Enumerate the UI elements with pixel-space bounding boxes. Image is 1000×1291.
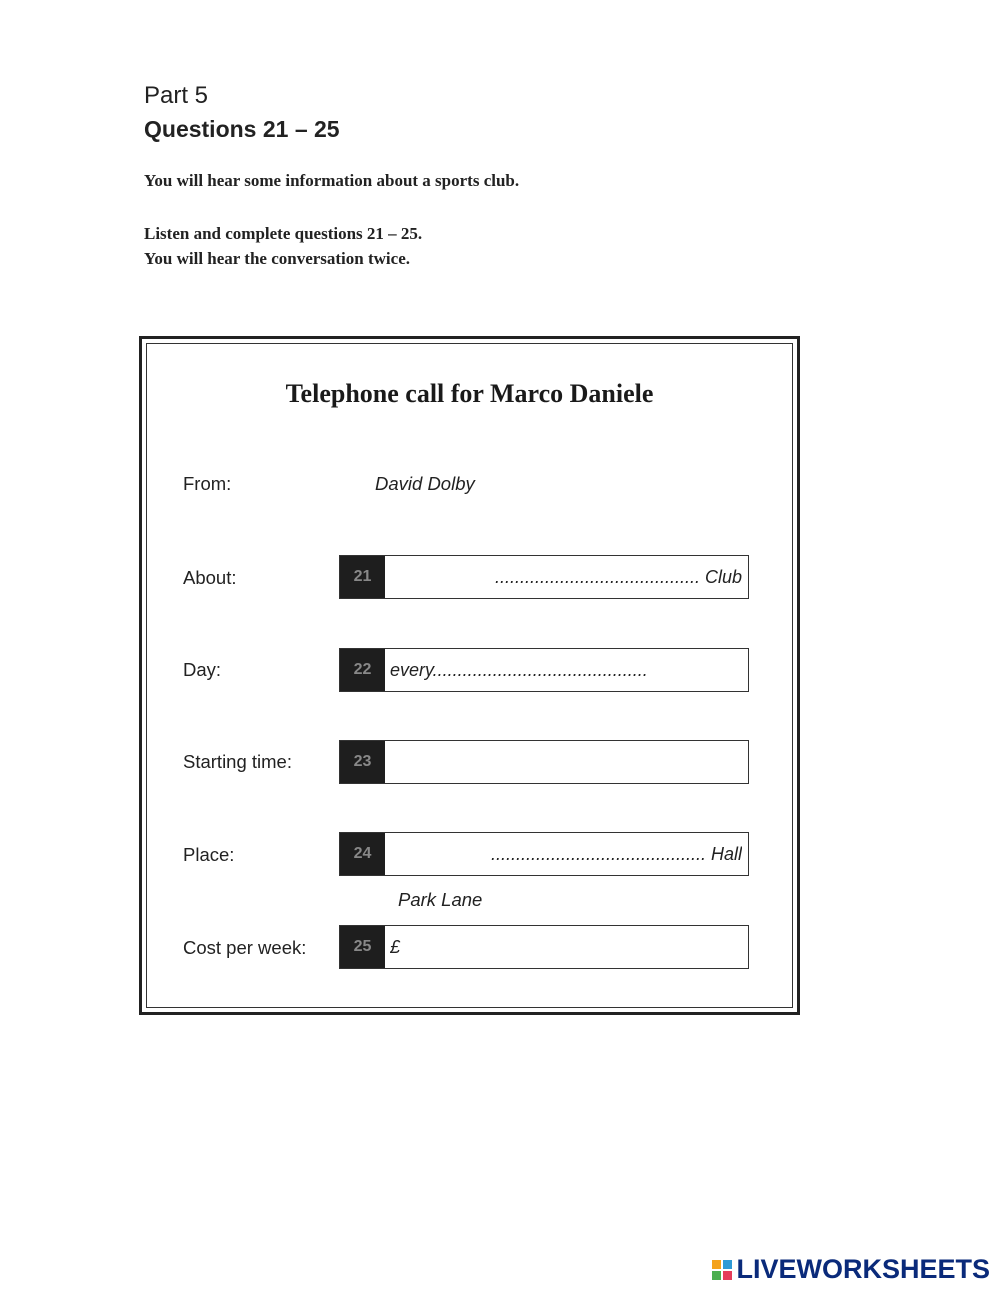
question-number-22: 22 bbox=[340, 649, 385, 691]
from-value: David Dolby bbox=[375, 473, 475, 494]
answer-input-21[interactable] bbox=[388, 559, 744, 595]
answer-input-24[interactable] bbox=[388, 836, 744, 872]
about-label: About: bbox=[183, 567, 237, 588]
day-label: Day: bbox=[183, 659, 222, 680]
logo-square bbox=[723, 1260, 732, 1269]
form-title: Telephone call for Marco Daniele bbox=[285, 379, 654, 408]
answer-box-24 bbox=[339, 832, 749, 876]
question-number-23: 23 bbox=[340, 741, 385, 783]
telephone-message-form bbox=[139, 336, 800, 1015]
logo-squares-icon bbox=[712, 1260, 732, 1280]
starting-time-label: Starting time: bbox=[183, 751, 292, 772]
answer-box-23 bbox=[339, 740, 749, 784]
cost-per-week-label: Cost per week: bbox=[183, 937, 307, 958]
part-title: Part 5 bbox=[144, 82, 209, 109]
logo-square bbox=[723, 1271, 732, 1280]
logo-square bbox=[712, 1260, 721, 1269]
liveworksheets-logo bbox=[712, 1254, 990, 1285]
answer-box-21 bbox=[339, 555, 749, 599]
place-note: Park Lane bbox=[398, 889, 483, 910]
questions-title: Questions 21 – 25 bbox=[144, 116, 340, 142]
answer-input-23[interactable] bbox=[388, 744, 744, 780]
answer-box-25 bbox=[339, 925, 749, 969]
instruction-line-3: You will hear the conversation twice. bbox=[144, 249, 410, 268]
question-number-21: 21 bbox=[340, 556, 385, 598]
answer-input-22[interactable] bbox=[388, 652, 744, 688]
place-label: Place: bbox=[183, 844, 235, 865]
question-number-25: 25 bbox=[340, 926, 385, 968]
answer-input-25[interactable] bbox=[388, 929, 744, 965]
logo-square bbox=[712, 1271, 721, 1280]
logo-text: LIVEWORKSHEETS bbox=[736, 1254, 990, 1284]
question-number-24: 24 bbox=[340, 833, 385, 875]
from-label: From: bbox=[183, 473, 232, 494]
instruction-line-2: Listen and complete questions 21 – 25. bbox=[144, 224, 423, 243]
answer-box-22 bbox=[339, 648, 749, 692]
instruction-line-1: You will hear some information about a sports club. bbox=[144, 171, 520, 190]
